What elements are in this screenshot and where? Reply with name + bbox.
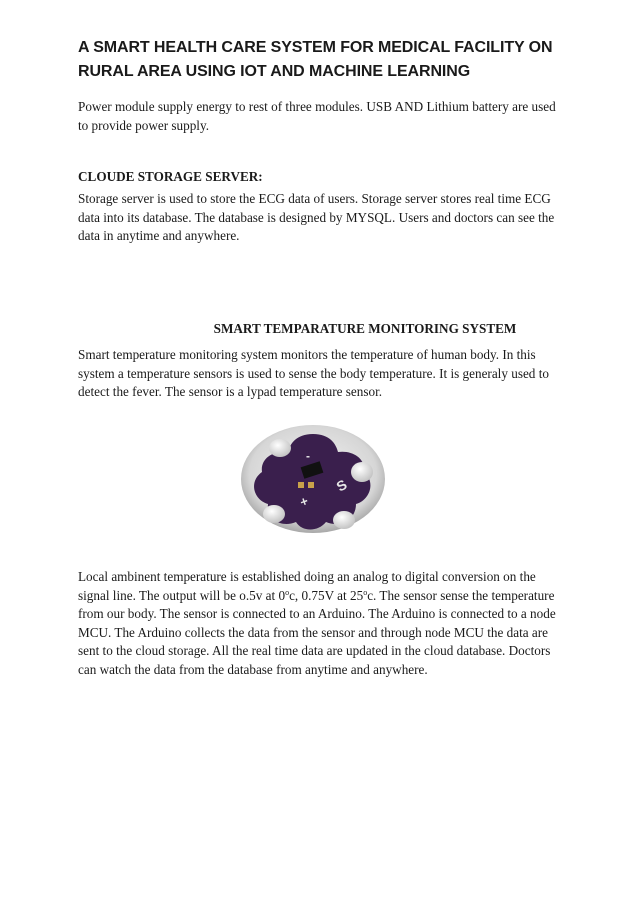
intro-paragraph: Power module supply energy to rest of three modules. USB AND Lithium battery are used to provide power supply. — [78, 99, 556, 133]
pad-label-signal: S — [333, 476, 350, 495]
sensor-pad — [351, 462, 373, 482]
sensor-pad — [269, 439, 291, 457]
degree-superscript: o — [363, 587, 368, 597]
sensor-component — [298, 482, 304, 488]
degree-superscript: o — [285, 587, 290, 597]
cloud-storage-heading: CLOUDE STORAGE SERVER: — [78, 169, 263, 184]
sensor-pad — [333, 511, 355, 529]
temperature-output-text-3: c. The sensor sense the temperature from our body. The sensor is connected to an Arduino. The Arduino is connected to a node MCU. The Arduino collects the data from the sensor and through node MCU the data are sent to the cloud storage. All the real time data are updated in the cloud database. Doctors can watch the data from the database from anytime and anywhere. — [78, 587, 556, 677]
pad-label-plus: + — [297, 493, 311, 510]
temperature-section-heading: SMART TEMPARATURE MONITORING SYSTEM — [213, 321, 517, 336]
temperature-paragraph: Smart temperature monitoring system monitors the temperature of human body. In this system a temperature sensors is used to sense the body temperature. It is generaly used to detect the fever. The sensor is a lypad temperature sensor. — [78, 347, 549, 399]
cloud-storage-paragraph: Storage server is used to store the ECG data of users. Storage server stores real time ECG data into its database. The database is designed by MYSQL. Users and doctors can see the data in anytime and anywhere. — [78, 191, 555, 243]
temperature-output-text-1: Local ambinent temperature is established doing an analog to digital conversion on the signal line. The output will be o.5v at 0 — [78, 569, 536, 603]
sensor-image — [240, 424, 386, 534]
lilypad-temperature-sensor-icon — [240, 424, 386, 534]
document-title: A SMART HEALTH CARE SYSTEM FOR MEDICAL FACILITY ON RURAL AREA USING IOT AND MACHINE LEARNING — [78, 39, 553, 80]
sensor-pad — [263, 505, 285, 523]
temperature-output-text-2: c, 0.75V at 25 — [289, 587, 364, 603]
temperature-output-paragraph — [78, 568, 564, 679]
pad-label-minus: - — [306, 449, 310, 463]
sensor-component — [308, 482, 314, 488]
